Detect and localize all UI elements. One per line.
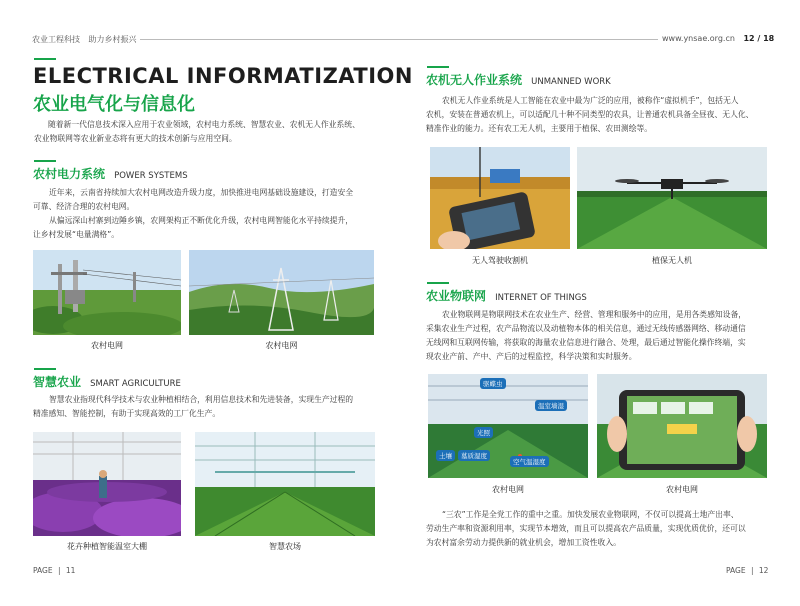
- iot-label: 光照: [474, 427, 493, 438]
- section-title-en: POWER SYSTEMS: [114, 171, 188, 181]
- photo-caption: 花卉种植智能温室大棚: [67, 542, 147, 551]
- para-line: 智慧农业指现代科学技术与农业种植相结合，利用信息技术和先进装备，实现生产过程的: [49, 395, 354, 404]
- page-num: 12: [758, 566, 769, 575]
- section-title-en: INTERNET OF THINGS: [495, 293, 587, 303]
- para-line: “三农”工作是全党工作的重中之重。加快发展农业物联网，不仅可以提高土地产出率、: [442, 510, 739, 519]
- header-slogan: 助力乡村振兴: [88, 35, 137, 44]
- section-title-cn: 智慧农业: [33, 375, 82, 389]
- page-title-en: ELECTRICAL INFORMATIZATION: [33, 64, 413, 88]
- photo-caption: 农村电网: [666, 485, 698, 494]
- para-line: 现农业产前、产中、产后的过程监控，科学决策和实时服务。: [426, 352, 637, 361]
- para-line: 精准作业的能力。还有农工无人机，主要用于植保、农田测绘等。: [426, 124, 653, 133]
- header-brand: 农业工程科技: [32, 35, 80, 44]
- header-divider-right: [400, 39, 658, 40]
- unmanned-text: [426, 94, 776, 136]
- header-url[interactable]: www.ynsae.org.cn: [662, 34, 735, 43]
- section-title-en: SMART AGRICULTURE: [90, 379, 181, 389]
- photo-rural-grid-2: [189, 250, 374, 335]
- page-title-cn: 农业电气化与信息化: [33, 94, 195, 115]
- page-number-left: PAGE | 11: [33, 566, 76, 575]
- section-heading-power: [33, 163, 188, 182]
- para-line: 让乡村发展“电量满格”。: [33, 230, 120, 239]
- photo-caption: 农村电网: [265, 341, 298, 350]
- intro-line: 随着新一代信息技术深入应用于农业领域，农村电力系统、智慧农业、农机无人作业系统、: [48, 120, 360, 129]
- para-line: 采集农业生产过程，农产品物流以及动植物本体的相关信息，通过无线传感器网络、移动通信: [426, 324, 746, 333]
- para-line: 无线网和互联网传输，将获取的海量农业信息进行融合、处理，最后通过智能化操作终端，实: [426, 338, 746, 347]
- para-line: 从偏远深山村寨到边陲乡镇，农网架构正不断优化升级，农村电网智能化水平持续提升，: [49, 216, 354, 225]
- section-accent-bar: [34, 368, 56, 370]
- page-number-right: PAGE | 12: [726, 566, 769, 575]
- section-title-en: UNMANNED WORK: [531, 77, 611, 87]
- para-line: 近年来，云南省持续加大农村电网改造升级力度，加快推进电网基础设施建设，打造安全: [49, 188, 354, 197]
- header-right: [662, 34, 774, 43]
- para-line: 精准感知、智能控制，有助于实现高效的工厂化生产。: [33, 409, 221, 418]
- photo-flower-greenhouse: [33, 432, 181, 536]
- section-title-cn: 农机无人作业系统: [426, 73, 523, 87]
- photo-caption: 农村电网: [492, 485, 524, 494]
- section-heading-unmanned: [426, 69, 611, 88]
- section-heading-smart: [33, 371, 181, 390]
- page-label: PAGE: [726, 566, 746, 575]
- section-accent-bar: [427, 282, 449, 284]
- iot-label: 土壤: [436, 450, 455, 461]
- photo-smart-farm: [195, 432, 375, 536]
- para-line: 农业物联网是物联网技术在农业生产、经营、管理和服务中的应用，是用各类感知设备，: [442, 310, 747, 319]
- photo-caption: 植保无人机: [652, 256, 692, 265]
- iot-text: [426, 308, 776, 364]
- page-label: PAGE: [33, 566, 53, 575]
- section-title-cn: 农村电力系统: [33, 167, 106, 181]
- para-line: 为农村富余劳动力提供新的就业机会，增加工资性收入。: [426, 538, 621, 547]
- iot-label: 驱蝶虫: [480, 378, 506, 389]
- para-line: 农机无人作业系统是人工智能在农业中最为广泛的应用，被称作“虚拟机手”，包括无人: [442, 96, 739, 105]
- iot-label: 墓质湿度: [458, 450, 490, 461]
- photo-iot-greenhouse: [428, 374, 588, 478]
- header-divider-left: [140, 39, 400, 40]
- power-text: [33, 186, 383, 242]
- iot-label: 空气温湿度: [510, 456, 549, 467]
- photo-iot-tablet: [597, 374, 767, 478]
- para-line: 农机，安装在普通农机上，可以适配几十种不同类型的农具，让普通农机具备全昼夜、无人化、: [426, 110, 754, 119]
- intro-line: 农业物联网等农业新业态将有更大的技术创新与应用空间。: [34, 134, 237, 143]
- photo-caption: 智慧农场: [269, 542, 301, 551]
- title-accent-bar: [34, 58, 56, 60]
- para-line: 劳动生产率和资源利用率，实现节本增效，而且可以提高农产品质量，实现优质优价，还可以: [426, 524, 746, 533]
- photo-caption: 无人驾驶收割机: [472, 256, 528, 265]
- section-accent-bar: [34, 160, 56, 162]
- section-accent-bar: [427, 66, 449, 68]
- section-title-cn: 农业物联网: [426, 289, 487, 303]
- para-line: 可靠、经济合理的农村电网。: [33, 202, 135, 211]
- section-heading-iot: [426, 285, 587, 304]
- photo-caption: 农村电网: [91, 341, 123, 350]
- iot-label: 温室墙湿: [535, 400, 567, 411]
- header-page-indicator: 12 / 18: [743, 34, 775, 43]
- intro-text: [34, 118, 388, 146]
- photo-driverless-harvester: [430, 147, 570, 249]
- smart-text: [33, 393, 383, 421]
- photo-rural-grid-1: [33, 250, 181, 335]
- closing-text: [426, 508, 776, 550]
- photo-plant-protection-drone: [577, 147, 767, 249]
- page-num: 11: [65, 566, 76, 575]
- header-left: [32, 34, 137, 45]
